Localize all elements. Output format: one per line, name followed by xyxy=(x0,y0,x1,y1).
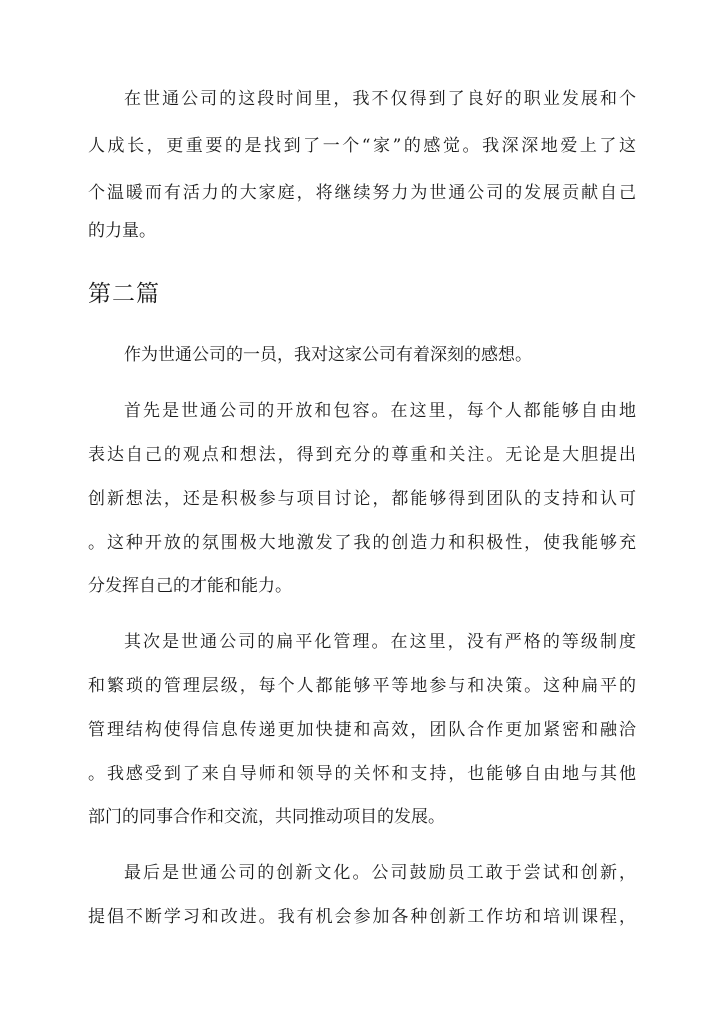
paragraph-line: 和繁琐的管理层级，每个人都能够平等地参与和决策。这种扁平的 xyxy=(88,676,636,696)
paragraph-line: 作为世通公司的一员，我对这家公司有着深刻的感想。 xyxy=(124,345,532,365)
paragraph-line: 。我感受到了来自导师和领导的关怀和支持，也能够自由地与其他 xyxy=(88,764,636,784)
paragraph-line: 表达自己的观点和想法，得到充分的尊重和关注。无论是大胆提出 xyxy=(88,445,636,465)
paragraph-line: 人成长，更重要的是找到了一个“家”的感觉。我深深地爱上了这 xyxy=(88,136,636,156)
paragraph-line: 提倡不断学习和改进。我有机会参加各种创新工作坊和培训课程， xyxy=(88,907,636,927)
paragraph-line: 分发挥自己的才能和能力。 xyxy=(88,576,292,596)
paragraph-line: 最后是世通公司的创新文化。公司鼓励员工敢于尝试和创新， xyxy=(124,863,636,883)
paragraph-line: 首先是世通公司的开放和包容。在这里，每个人都能够自由地 xyxy=(124,401,636,421)
section-heading: 第二篇 xyxy=(88,281,160,307)
paragraph-line: 其次是世通公司的扁平化管理。在这里，没有严格的等级制度 xyxy=(124,632,636,652)
paragraph-line: 的力量。 xyxy=(88,221,156,241)
paragraph-line: 。这种开放的氛围极大地激发了我的创造力和积极性，使我能够充 xyxy=(88,533,636,553)
paragraph-line: 个温暖而有活力的大家庭，将继续努力为世通公司的发展贡献自己 xyxy=(88,183,636,203)
paragraph-line: 创新想法，还是积极参与项目讨论，都能够得到团队的支持和认可 xyxy=(88,489,636,509)
paragraph-line: 在世通公司的这段时间里，我不仅得到了良好的职业发展和个 xyxy=(124,89,636,109)
paragraph-line: 部门的同事合作和交流，共同推动项目的发展。 xyxy=(88,807,445,827)
paragraph-line: 管理结构使得信息传递更加快捷和高效，团队合作更加紧密和融洽 xyxy=(88,720,636,740)
